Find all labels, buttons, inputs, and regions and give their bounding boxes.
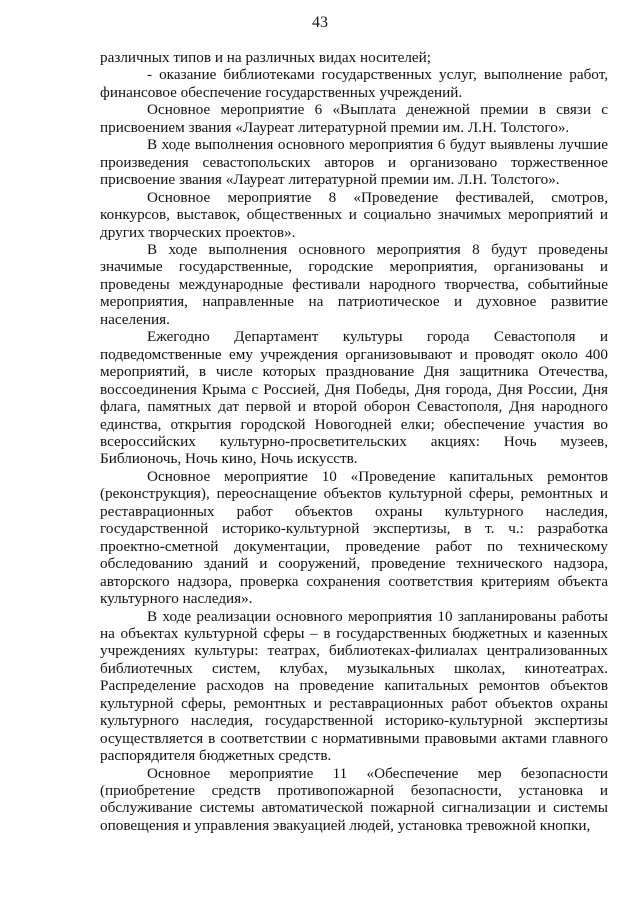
body-text <box>100 49 608 834</box>
paragraph: - оказание библиотеками государственных услуг, выполнение работ, финансовое обеспечение государственных учреждений. <box>100 66 608 101</box>
paragraph: Основное мероприятие 6 «Выплата денежной премии в связи с присвоением звания «Лауреат литературной премии им. Л.Н. Толстого». <box>100 101 608 136</box>
paragraph: Ежегодно Департамент культуры города Севастополя и подведомственные ему учреждения организовывают и проводят около 400 мероприятий, в числе которых празднование Дня защитника Отечества, воссоединения Крыма с Россией, Дня Победы, Дня города, Дня России, Дня флага, памятных дат первой и второй оборон Севастополя, Дня народного единства, открытия городской Новогодней елки; обеспечение участия во всероссийских культурно-просветительских акциях: Ночь музеев, Библионочь, Ночь кино, Ночь искусств. <box>100 328 608 468</box>
paragraph: В ходе выполнения основного мероприятия 8 будут проведены значимые государственные, городские мероприятия, организованы и проведены международные фестивали народного творчества, событийные мероприятия, направленные на патриотическое и духовное развитие населения. <box>100 240 608 328</box>
page-number: 43 <box>312 14 328 31</box>
paragraph: Основное мероприятие 11 «Обеспечение мер безопасности (приобретение средств противопожарной безопасности, установка и обслуживание системы автоматической пожарной сигнализации и системы оповещения и управления эвакуацией людей, установка тревожной кнопки, <box>100 764 608 834</box>
paragraph: В ходе выполнения основного мероприятия 6 будут выявлены лучшие произведения севастопольских авторов и организовано торжественное присвоение звания «Лауреат литературной премии им. Л.Н. Толстого». <box>100 136 608 189</box>
paragraph: В ходе реализации основного мероприятия 10 запланированы работы на объектах культурной сферы – в государственных бюджетных и казенных учреждениях культуры: театрах, библиотеках-филиалах централизованных библиотечных систем, клубах, музыкальных школах, кинотеатрах. Распределение расходов на проведение капитальных ремонтов объектов культурной сферы, ремонтных и реставрационных работ объектов охраны культурного наследия, государственной историко-культурной экспертизы осуществляется в соответствии с нормативными правовыми актами главного распорядителя бюджетных средств. <box>100 607 608 765</box>
paragraph: различных типов и на различных видах носителей; <box>100 49 432 66</box>
paragraph: Основное мероприятие 10 «Проведение капитальных ремонтов (реконструкция), переоснащение объектов культурной сферы, ремонтных и реставрационных работ объектов охраны культурного наследия, государственной историко-культурной экспертизы, в т. ч.: разработка проектно-сметной документации, проведение работ по техническому обследованию зданий и сооружений, проведение технического надзора, авторского надзора, проверка сохранения соответствия критериям объекта культурного наследия». <box>100 467 608 608</box>
paragraph: Основное мероприятие 8 «Проведение фестивалей, смотров, конкурсов, выставок, общественных и социально значимых мероприятий и других творческих проектов». <box>100 188 608 241</box>
